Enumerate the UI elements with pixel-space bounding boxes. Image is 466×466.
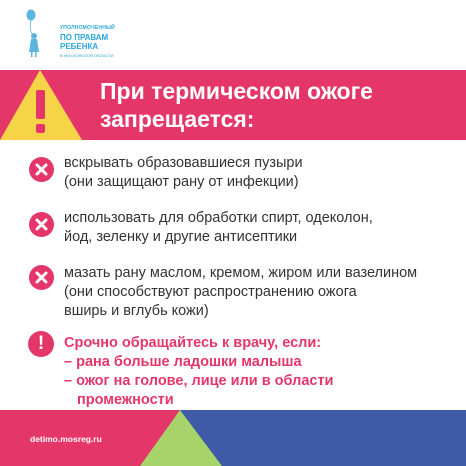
list-item-text bbox=[64, 209, 459, 247]
warning-triangle-icon bbox=[0, 70, 90, 140]
ombudsman-logo bbox=[22, 8, 142, 64]
list-item-line: вширь и вглубь кожи) bbox=[64, 303, 209, 319]
logo-line-3: РЕБЕНКА bbox=[60, 42, 99, 51]
logo-line-2: ПО ПРАВАМ bbox=[60, 33, 109, 42]
alert-heading: Срочно обращайтесь к врачу, если: bbox=[64, 335, 322, 351]
list-item-text bbox=[64, 154, 459, 192]
exclamation-icon bbox=[28, 331, 54, 357]
alert-bullet: – ожог на голове, лице или в области bbox=[64, 373, 334, 389]
alert-text bbox=[64, 334, 459, 410]
list-item-line: вскрывать образовавшиеся пузыри bbox=[64, 155, 303, 171]
exclamation-mark: ! bbox=[37, 333, 45, 354]
balloon-girl-icon bbox=[22, 8, 56, 58]
alert-bullet: – рана больше ладошки малыша bbox=[64, 354, 302, 370]
page-title: При термическом ожоге запрещается: bbox=[100, 78, 373, 132]
list-item-line: (они способствуют распространению ожога bbox=[64, 284, 357, 300]
website-link[interactable]: detimo.mosreg.ru bbox=[30, 434, 102, 444]
close-icon bbox=[29, 212, 54, 237]
list-item-text bbox=[64, 264, 459, 321]
list-item-line: мазать рану маслом, кремом, жиром или вазелином bbox=[64, 265, 418, 281]
title-banner bbox=[0, 70, 466, 140]
logo-text bbox=[60, 24, 115, 60]
logo-line-4: В МОСКОВСКОЙ ОБЛАСТИ bbox=[60, 53, 114, 58]
logo-line-1: УПОЛНОМОЧЕННЫЙ bbox=[60, 25, 115, 31]
list-item-line: использовать для обработки спирт, одеколон, bbox=[64, 210, 373, 226]
close-icon bbox=[29, 265, 54, 290]
alert-bullet-continued: промежности bbox=[77, 392, 174, 408]
list-item-line: (они защищают рану от инфекции) bbox=[64, 174, 299, 190]
footer bbox=[0, 410, 466, 466]
close-icon bbox=[29, 157, 54, 182]
list-item-line: йод, зеленку и другие антисептики bbox=[64, 229, 298, 245]
